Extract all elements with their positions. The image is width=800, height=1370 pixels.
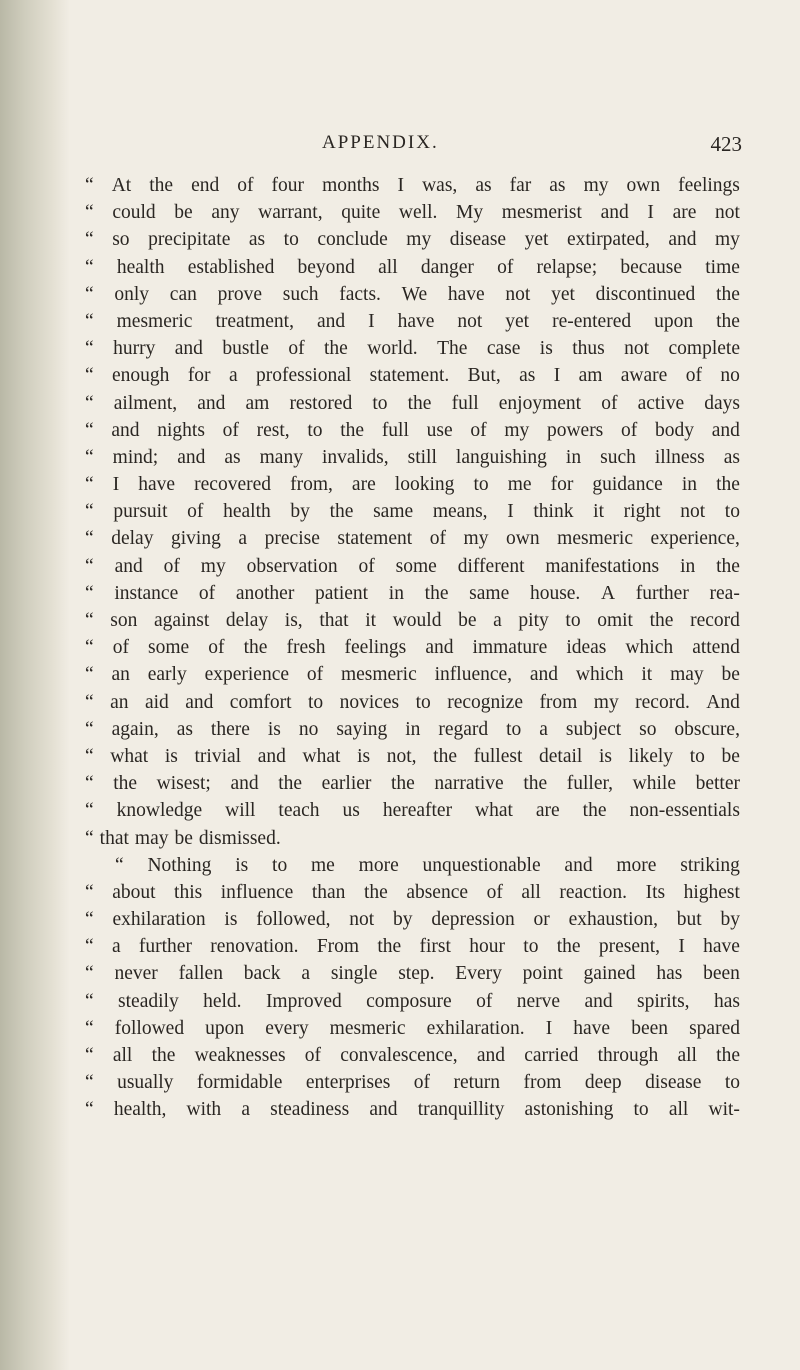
- text-line: “ an aid and comfort to novices to recognize from my record. And: [85, 691, 740, 713]
- text-line: “ again, as there is no saying in regard to a subject so obscure,: [85, 718, 740, 740]
- text-line: “ all the weaknesses of convalescence, and carried through all the: [85, 1045, 740, 1066]
- text-line: “ health established beyond all danger of relapse; because time: [85, 256, 740, 278]
- text-line: “ health, with a steadiness and tranquillity astonishing to all wit-: [85, 1099, 740, 1121]
- text-line: “ son against delay is, that it would be a pity to omit the record: [85, 610, 740, 631]
- text-line: “ followed upon every mesmeric exhilaration. I have been spared: [85, 1017, 740, 1039]
- paragraph: [85, 852, 740, 1124]
- text-line: “ the wisest; and the earlier the narrative the fuller, while better: [85, 773, 740, 795]
- text-line: “ mesmeric treatment, and I have not yet re-entered upon the: [85, 310, 740, 332]
- text-line: “ and nights of rest, to the full use of my powers of body and: [85, 419, 740, 441]
- text-line: “ delay giving a precise statement of my own mesmeric experience,: [85, 528, 740, 550]
- text-line: “ ailment, and am restored to the full enjoyment of active days: [85, 392, 740, 414]
- text-line: “ pursuit of health by the same means, I think it right not to: [85, 501, 740, 523]
- text-line: “ only can prove such facts. We have not yet discontinued the: [85, 283, 740, 305]
- text-line: “ that may be dismissed.: [85, 827, 281, 849]
- text-line: “ enough for a professional statement. But, as I am aware of no: [85, 365, 740, 387]
- text-line: “ instance of another patient in the same house. A further rea-: [85, 582, 740, 604]
- text-line: “ a further renovation. From the first hour to the present, I have: [85, 936, 740, 958]
- text-line: “ about this influence than the absence of all reaction. Its highest: [85, 881, 740, 903]
- text-line: “ exhilaration is followed, not by depression or exhaustion, but by: [85, 909, 740, 931]
- text-line: “ an early experience of mesmeric influence, and which it may be: [85, 664, 740, 686]
- body-text: [85, 172, 740, 1124]
- text-line: “ Nothing is to me more unquestionable and more striking: [115, 854, 740, 876]
- running-head-title: APPENDIX.: [322, 132, 439, 153]
- paragraph: [85, 172, 740, 852]
- text-line: “ hurry and bustle of the world. The case is thus not complete: [85, 338, 740, 360]
- text-line: “ usually formidable enterprises of return from deep disease to: [85, 1072, 740, 1094]
- page-number: 423: [710, 132, 742, 156]
- text-line: “ steadily held. Improved composure of nerve and spirits, has: [85, 990, 740, 1012]
- text-line: “ knowledge will teach us hereafter what are the non-essentials: [85, 800, 740, 822]
- text-line: “ I have recovered from, are looking to me for guidance in the: [85, 474, 740, 496]
- text-line: “ At the end of four months I was, as far as my own feelings: [85, 175, 740, 196]
- text-line: “ what is trivial and what is not, the fullest detail is likely to be: [85, 745, 740, 767]
- text-line: “ so precipitate as to conclude my disease yet extirpated, and my: [85, 229, 740, 251]
- running-head: [82, 132, 742, 162]
- text-line: “ could be any warrant, quite well. My mesmerist and I are not: [85, 202, 740, 224]
- text-line: “ of some of the fresh feelings and immature ideas which attend: [85, 637, 740, 659]
- text-line: “ never fallen back a single step. Every point gained has been: [85, 963, 740, 985]
- text-line: “ and of my observation of some different manifestations in the: [85, 555, 740, 577]
- text-line: “ mind; and as many invalids, still languishing in such illness as: [85, 446, 740, 468]
